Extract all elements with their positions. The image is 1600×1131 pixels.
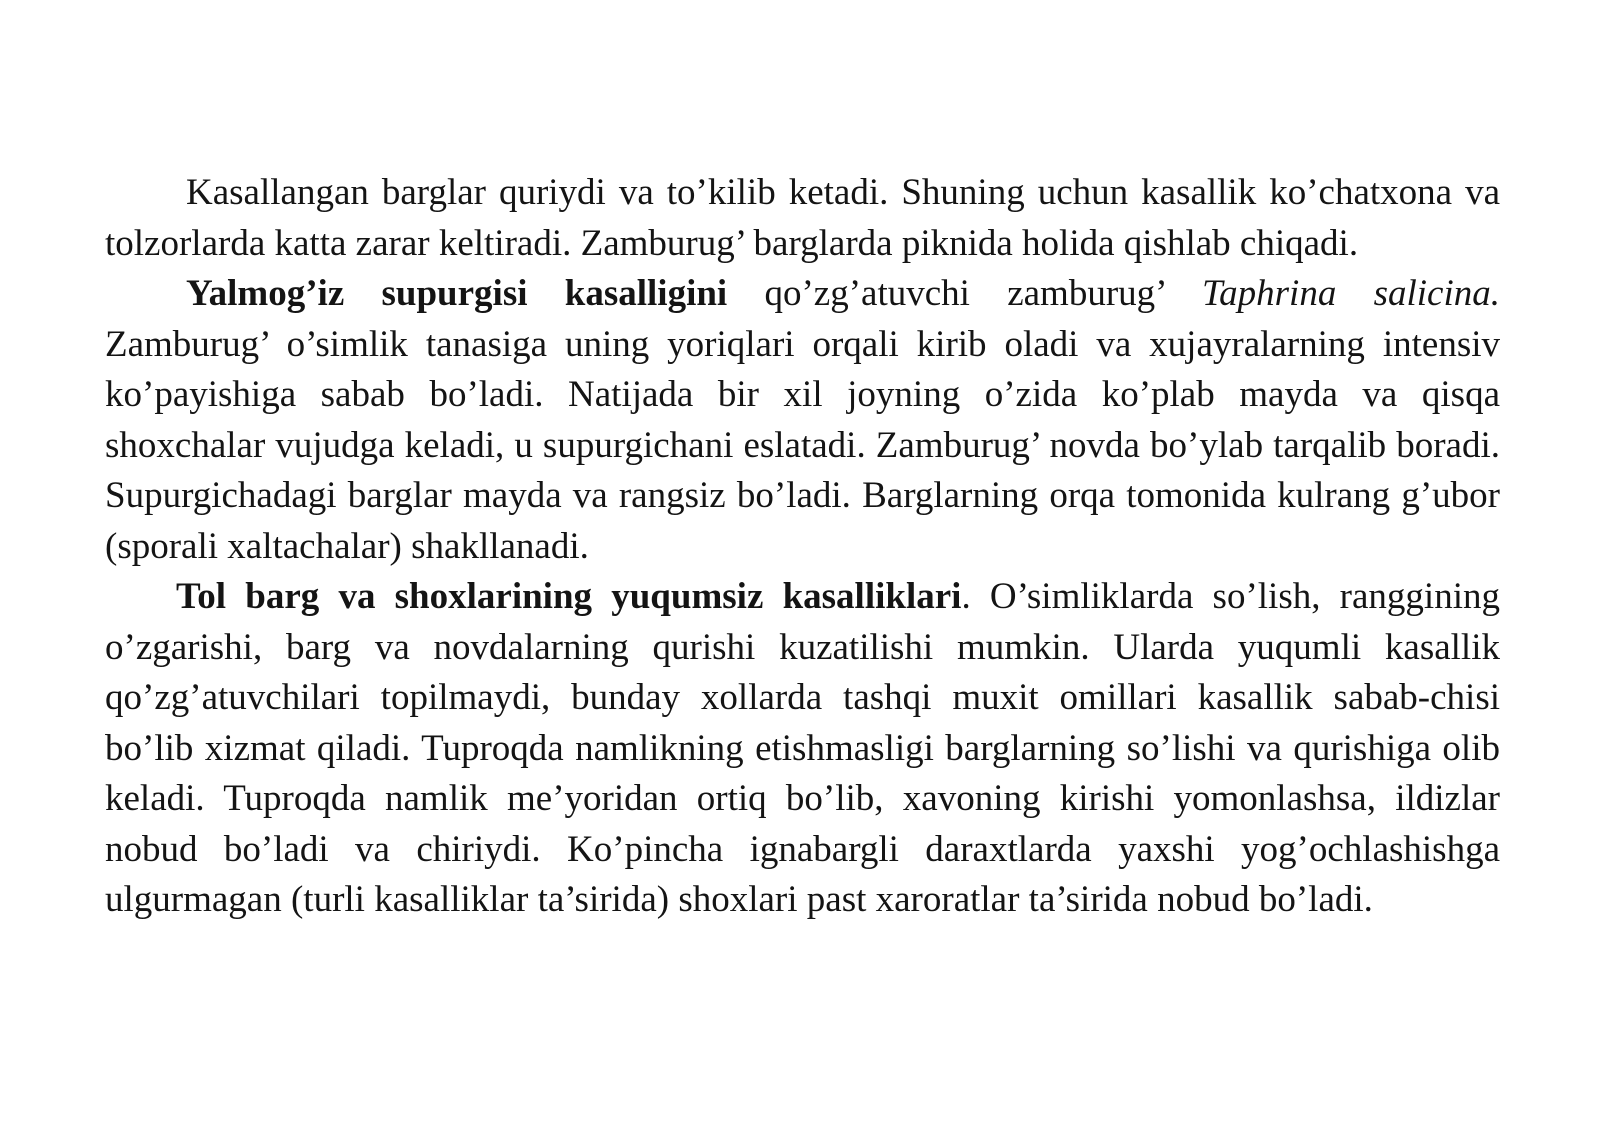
paragraph-text: qo’zg’atuvchi zamburug’ <box>727 273 1202 314</box>
species-name: Taphrina salicina. <box>1201 273 1500 314</box>
paragraph-text: Zamburug’ o’simlik tanasiga uning yoriqlari orqali kirib oladi va xujayralarning intensiv ko’payishiga sabab bo’ladi. Natijada bir xil joyning o’zida ko’plab mayda va qisqa shoxchalar vujudga keladi, u supurgichani eslatadi. Zamburug’ novda bo’ylab tarqalib boradi. Supurgichadagi barglar mayda va rangsiz bo’ladi. Barglarning orqa tomonida kulrang g’ubor (sporali xaltachalar) shakllanadi. <box>105 323 1500 567</box>
term-witches-broom: Yalmog’iz supurgisi kasalligini <box>186 273 728 314</box>
paragraph-disease-leaf-drying <box>105 168 1500 269</box>
paragraph-noninfectious-diseases <box>105 572 1500 926</box>
term-noninfectious-diseases: Tol barg va shoxlarining yuqumsiz kasalliklari <box>176 576 962 617</box>
document-page <box>105 168 1500 926</box>
paragraph-witches-broom <box>105 269 1500 572</box>
paragraph-text: . O’simliklarda so’lish, ranggining o’zgarishi, barg va novdalarning qurishi kuzatilishi mumkin. Ularda yuqumli kasallik qo’zg’atuvchilari topilmaydi, bunday xollarda tashqi muxit omillari kasallik sabab-chisi bo’lib xizmat qiladi. Tuproqda namlikning etishmasligi barglarning so’lishi va qurishiga olib keladi. Tuproqda namlik me’yoridan ortiq bo’lib, xavoning kirishi yomonlashsa, ildizlar nobud bo’ladi va chiriydi. Ko’pincha ignabargli daraxtlarda yaxshi yog’ochlashishga ulgurmagan (turli kasalliklar ta’sirida) shoxlari past xaroratlar ta’sirida nobud bo’ladi. <box>105 576 1500 920</box>
paragraph-text: Kasallangan barglar quriydi va to’kilib ketadi. Shuning uchun kasallik ko’chatxona va tolzorlarda katta zarar keltiradi. Zamburug’ barglarda piknida holida qishlab chiqadi. <box>105 172 1500 264</box>
